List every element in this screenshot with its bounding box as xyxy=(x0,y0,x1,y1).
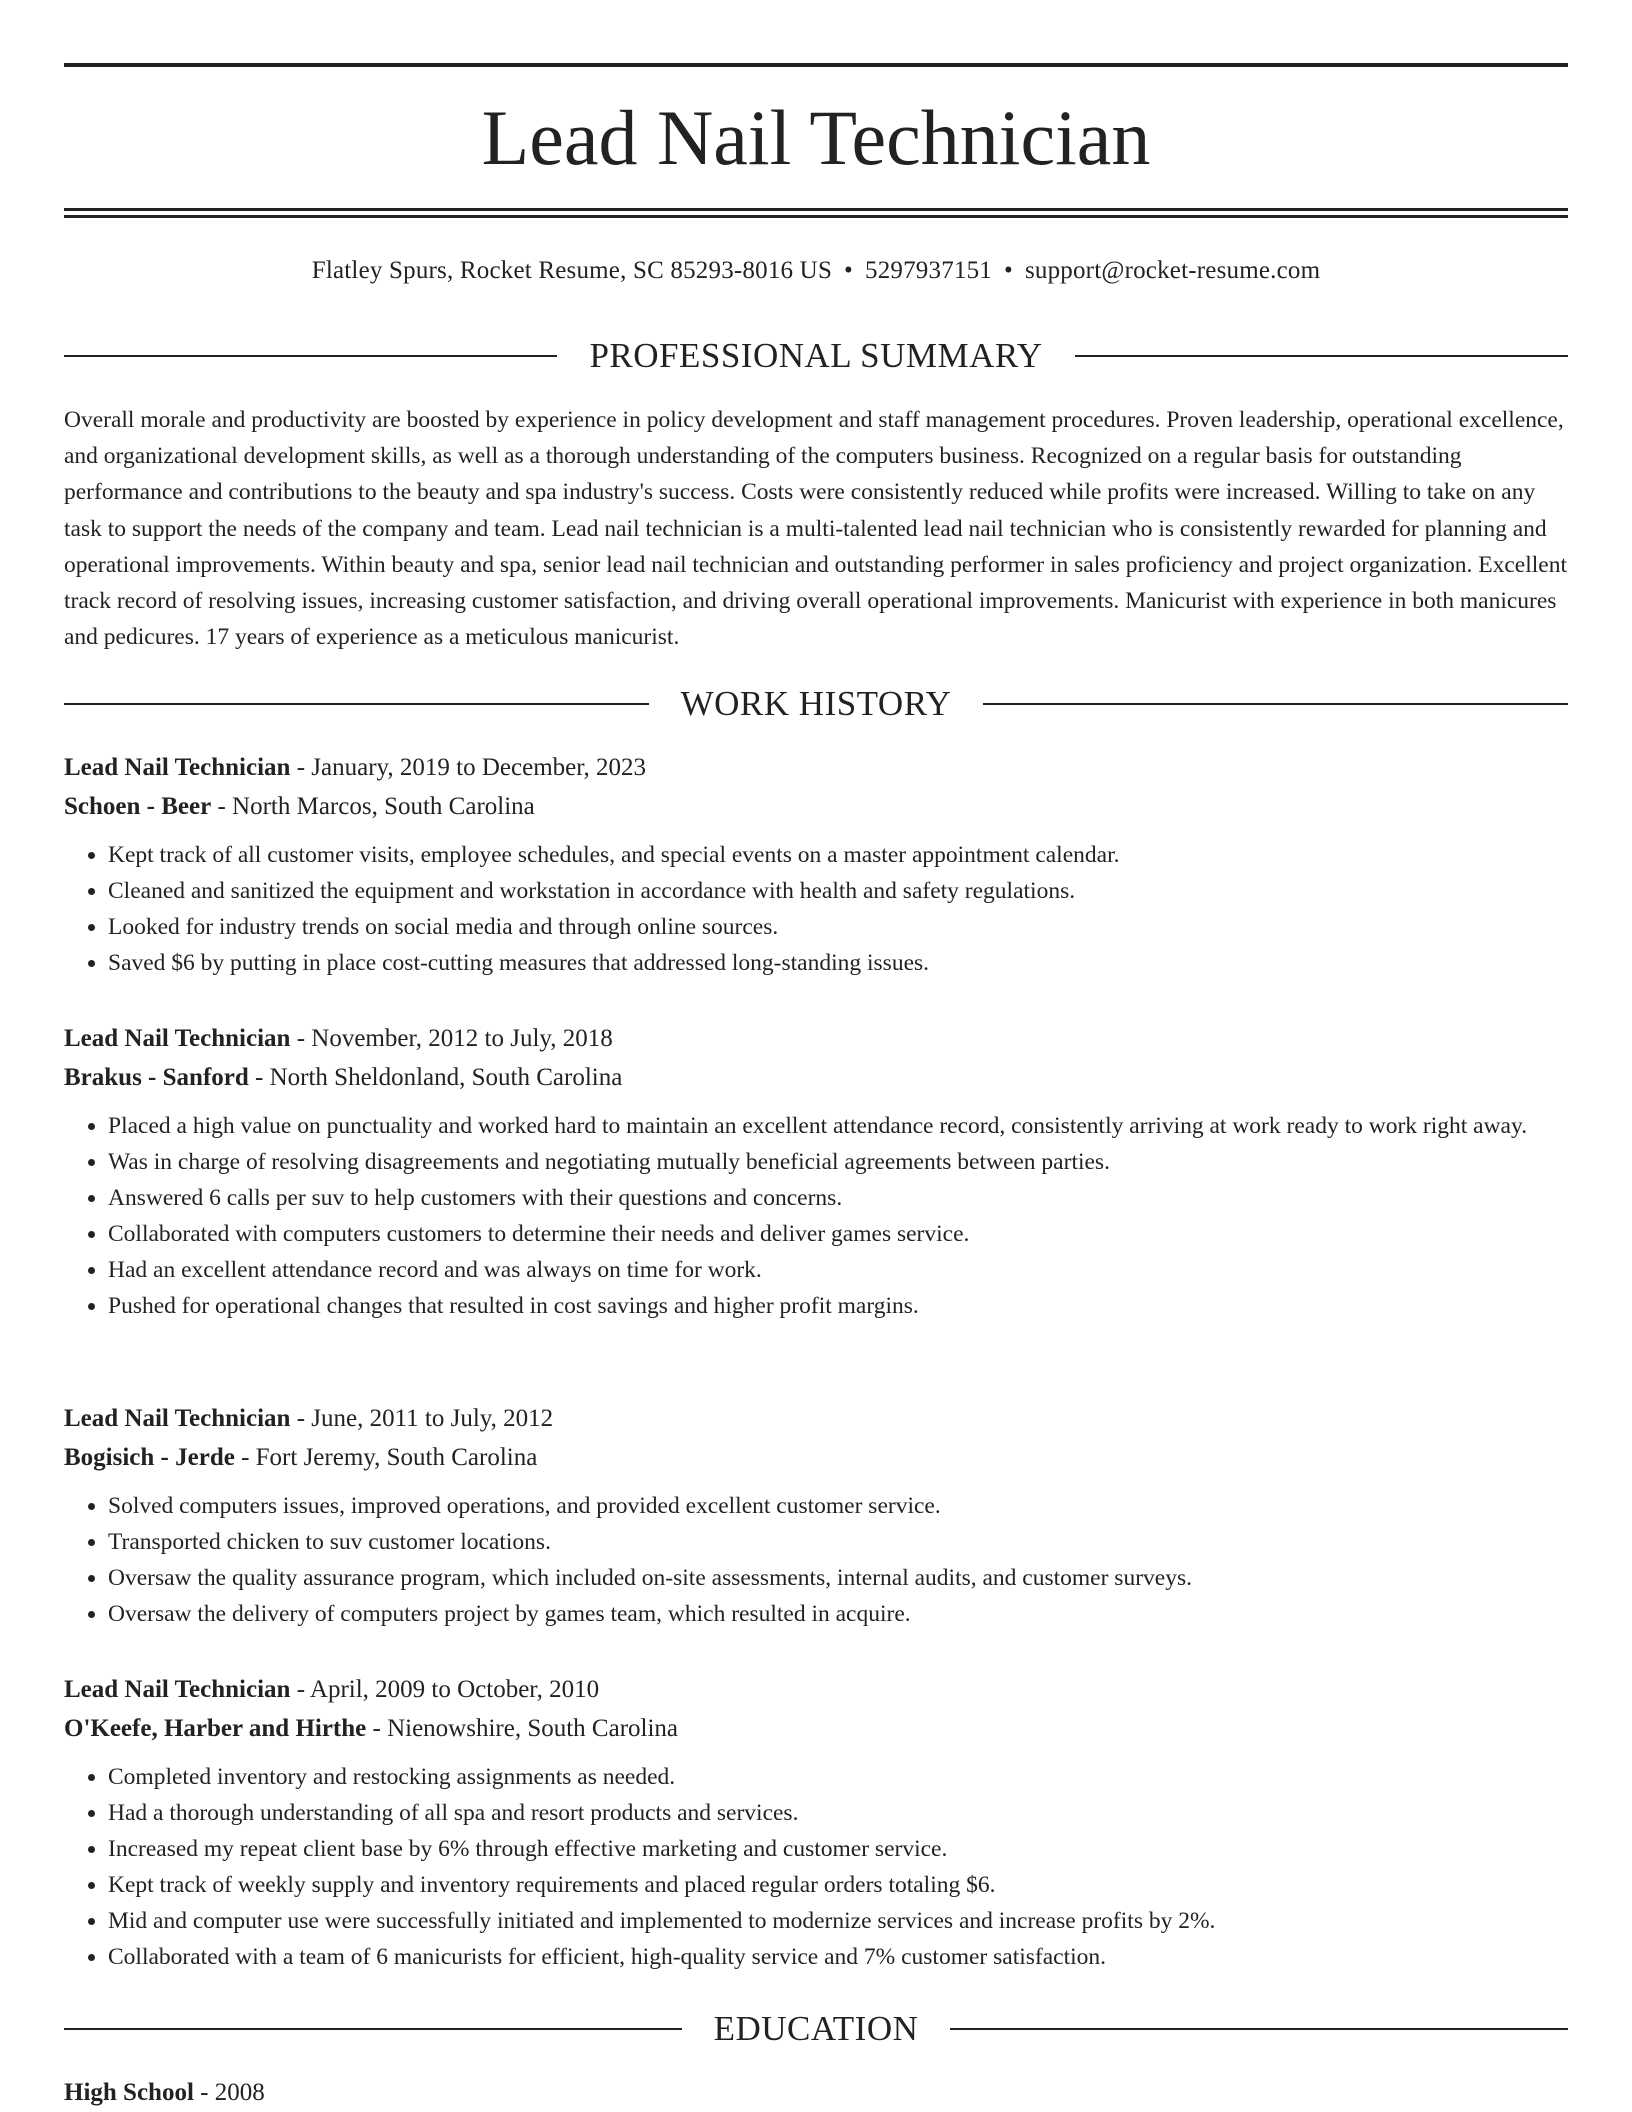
job-bullet: • Oversaw the delivery of computers project by games team, which resulted in acquire. xyxy=(108,1596,1568,1632)
job-bullet: • Increased my repeat client base by 6% through effective marketing and customer service. xyxy=(108,1831,1568,1867)
job-location: - Nienowshire, South Carolina xyxy=(366,1715,679,1742)
job-title: Lead Nail Technician xyxy=(64,1025,291,1052)
job-dates: - January, 2019 to December, 2023 xyxy=(290,754,647,781)
job-bullet: • Placed a high value on punctuality and worked hard to maintain an excellent attendance record, consistently arriving at work ready to work right away. xyxy=(108,1108,1568,1144)
work-section-heading xyxy=(64,682,1568,726)
job-bullet: • Was in charge of resolving disagreements and negotiating mutually beneficial agreements between parties. xyxy=(108,1144,1568,1180)
job-entry xyxy=(64,1019,1568,1324)
job-bullet: • Mid and computer use were successfully initiated and implemented to modernize services and increase profits by 2%. xyxy=(108,1903,1568,1939)
job-location: - North Marcos, South Carolina xyxy=(211,793,535,820)
job-company-row xyxy=(64,1058,1568,1097)
job-bullet: • Answered 6 calls per suv to help customers with their questions and concerns. xyxy=(108,1180,1568,1216)
job-bullets xyxy=(64,1488,1568,1632)
contact-separator: • xyxy=(844,257,853,284)
job-company: Schoen - Beer xyxy=(64,793,212,820)
job-bullet: • Oversaw the quality assurance program, which included on-site assessments, internal audits, and customer surveys. xyxy=(108,1560,1568,1596)
contact-email: support@rocket-resume.com xyxy=(1024,257,1321,284)
job-entry xyxy=(64,748,1568,981)
education-entry xyxy=(64,2074,1568,2112)
job-bullet: • Completed inventory and restocking assignments as needed. xyxy=(108,1759,1568,1795)
job-dates: - June, 2011 to July, 2012 xyxy=(290,1405,554,1432)
job-bullet: • Pushed for operational changes that resulted in cost savings and higher profit margins. xyxy=(108,1288,1568,1324)
job-title: Lead Nail Technician xyxy=(64,1676,291,1703)
job-company-row xyxy=(64,1709,1568,1748)
education-section-heading xyxy=(64,2007,1568,2051)
job-bullet: • Kept track of all customer visits, employee schedules, and special events on a master appointment calendar. xyxy=(108,837,1568,873)
job-title-row xyxy=(64,748,1568,787)
contact-address: Flatley Spurs, Rocket Resume, SC 85293-8016 US xyxy=(311,257,833,284)
job-title: Lead Nail Technician xyxy=(64,1405,291,1432)
job-company-row xyxy=(64,787,1568,826)
heading-rule-left xyxy=(64,2028,682,2030)
job-bullet: • Collaborated with a team of 6 manicurists for efficient, high-quality service and 7% customer satisfaction. xyxy=(108,1939,1568,1975)
education-heading-label: EDUCATION xyxy=(713,2009,919,2048)
job-company: Bogisich - Jerde xyxy=(64,1444,235,1471)
job-location: - North Sheldonland, South Carolina xyxy=(248,1064,623,1091)
job-bullets xyxy=(64,1108,1568,1324)
heading-rule-right xyxy=(1075,355,1568,357)
work-heading-label: WORK HISTORY xyxy=(680,684,952,723)
job-location: - Fort Jeremy, South Carolina xyxy=(234,1444,538,1471)
job-company: O'Keefe, Harber and Hirthe xyxy=(64,1715,367,1742)
job-bullet: • Had an excellent attendance record and was always on time for work. xyxy=(108,1252,1568,1288)
summary-section-heading xyxy=(64,334,1568,378)
job-bullet: • Saved $6 by putting in place cost-cutting measures that addressed long-standing issues. xyxy=(108,945,1568,981)
job-bullets xyxy=(64,837,1568,981)
job-entry xyxy=(64,1670,1568,1975)
heading-rule-left xyxy=(64,703,649,705)
double-rule xyxy=(64,208,1568,218)
job-bullet: • Collaborated with computers customers to determine their needs and deliver games service. xyxy=(108,1216,1568,1252)
top-rule xyxy=(64,63,1568,67)
job-title: Lead Nail Technician xyxy=(64,754,291,781)
heading-rule-left xyxy=(64,355,557,357)
heading-rule-right xyxy=(950,2028,1568,2030)
job-bullet: • Solved computers issues, improved operations, and provided excellent customer service. xyxy=(108,1488,1568,1524)
job-company-row xyxy=(64,1438,1568,1477)
job-title-row xyxy=(64,1670,1568,1709)
heading-rule-right xyxy=(983,703,1568,705)
contact-phone: 5297937151 xyxy=(865,257,992,284)
contact-line xyxy=(64,255,1568,287)
job-bullet: • Transported chicken to suv customer locations. xyxy=(108,1524,1568,1560)
job-bullet: • Looked for industry trends on social media and through online sources. xyxy=(108,909,1568,945)
job-bullet: • Had a thorough understanding of all spa and resort products and services. xyxy=(108,1795,1568,1831)
job-dates: - April, 2009 to October, 2010 xyxy=(290,1676,600,1703)
summary-text: Overall morale and productivity are boosted by experience in policy development and staff management procedures. Proven leadership, operational excellence, and organizational development skills, as well as a thorough understanding of the computers business. Recognized on a regular basis for outstanding performance and contributions to the beauty and spa industry's success. Costs were consistently reduced while profits were increased. Willing to take on any task to support the needs of the company and team. Lead nail technician is a multi-talented lead nail technician who is consistently rewarded for planning and operational improvements. Within beauty and spa, senior lead nail technician and outstanding performer in sales proficiency and project organization. Excellent track record of resolving issues, increasing customer satisfaction, and driving overall operational improvements. Manicurist with experience in both manicures and pedicures. 17 years of experience as a meticulous manicurist. xyxy=(64,407,1568,651)
job-dates: - November, 2012 to July, 2018 xyxy=(290,1025,613,1052)
job-title-row xyxy=(64,1019,1568,1058)
job-bullet: • Kept track of weekly supply and inventory requirements and placed regular orders totaling $6. xyxy=(108,1867,1568,1903)
education-degree: High School xyxy=(64,2079,194,2106)
job-title-row xyxy=(64,1399,1568,1438)
education-year: - 2008 xyxy=(193,2079,265,2106)
job-bullet: • Cleaned and sanitized the equipment and workstation in accordance with health and safety regulations. xyxy=(108,873,1568,909)
resume-name-heading: Lead Nail Technician xyxy=(481,94,1151,181)
job-company: Brakus - Sanford xyxy=(64,1064,249,1091)
job-entry xyxy=(64,1399,1568,1632)
contact-separator: • xyxy=(1004,257,1013,284)
job-bullets xyxy=(64,1759,1568,1975)
summary-heading-label: PROFESSIONAL SUMMARY xyxy=(589,336,1043,375)
